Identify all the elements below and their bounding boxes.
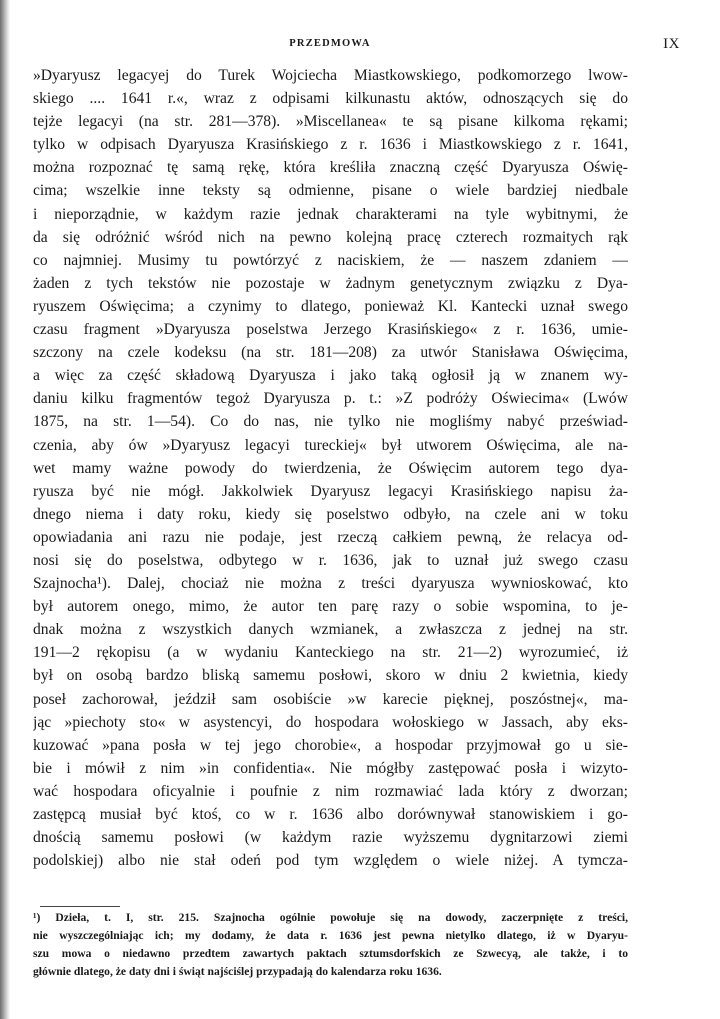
text-line: bie i mówił z nim »in confidentia«. Nie mógłby zastępować posła i wizyto- [33, 759, 628, 777]
text-line: 191—2 rękopisu (a w wydaniu Kanteckiego na str. 21—2) wyrozumieć, iż [33, 644, 628, 662]
text-line: był autorem onego, mimo, że autor ten parę razy o sobie wspomina, to je- [33, 598, 628, 616]
text-line: ryuszem Oświęcima; a czynimy to dlatego, ponieważ Kl. Kantecki uznał swego [33, 297, 628, 315]
text-line: i nieporządnie, w każdym razie jednak charakterami na tyle wybitnymi, że [33, 205, 628, 223]
text-line: tejże legacyi (na str. 281—378). »Miscellanea« te są pisane kilkoma rękami; [33, 113, 628, 131]
footnote-line: szu mowa o niedawno przedtem zawartych paktach sztumsdorfskich ze Szwecyą, ale także, i to [33, 947, 628, 960]
text-line: tylko w odpisach Dyaryusza Krasińskiego z r. 1636 i Miastkowskiego z r. 1641, [33, 136, 628, 154]
text-line: ryusza być nie mógł. Jakkolwiek Dyaryusz legacyi Krasińskiego napisu ża- [33, 482, 628, 500]
text-line: dnością samemu posłowi (w każdym razie wyższemu dygnitarzowi ziemi [33, 829, 628, 847]
footnote-rule [40, 906, 120, 907]
text-line: opowiadania ani razu nie podaje, jest rzeczą całkiem pewną, że relacya od- [33, 528, 628, 546]
text-line: skiego .... 1641 r.«, wraz z odpisami kilkunastu aktów, odnoszących się do [33, 90, 628, 108]
text-line: kuzować »pana posła w tej jego chorobie«, a hospodar przyjmował go u sie- [33, 736, 628, 754]
text-line: szczony na czele kodeksu (na str. 181—208) za utwór Stanisława Oświęcima, [33, 344, 628, 362]
text-line: da się odróżnić wśród nich na pewno kolejną pracę czterech rozmaitych rąk [33, 228, 628, 246]
text-line: poseł zachorował, jeździł sam osobiście »w karecie pięknej, poszóstnej«, ma- [33, 690, 628, 708]
footnote [33, 909, 628, 981]
text-line: 1875, na str. 1—54). Co do nas, nie tylko nie mogliśmy nabyć przeświad- [33, 413, 628, 431]
running-title: PRZEDMOWA [289, 38, 371, 49]
text-line: cima; wszelkie inne teksty są odmienne, pisane o wiele bardziej niedbale [33, 182, 628, 200]
text-line: dnego niema i daty roku, kiedy się poselstwo odbyło, na czele ani w toku [33, 505, 628, 523]
text-line: wet mamy ważne powody do twierdzenia, że Oświęcim autorem tego dya- [33, 459, 628, 477]
text-line: co najmniej. Musimy tu powtórzyć z naciskiem, że — naszem zdaniem — [33, 251, 628, 269]
text-line: »Dyaryusz legacyej do Turek Wojciecha Miastkowskiego, podkomorzego lwow- [33, 67, 628, 84]
text-line: podolskiej) albo nie stał odeń pod tym względem o wiele niżej. A tymcza- [33, 852, 628, 870]
footnote-line: ¹) Dzieła, t. I, str. 215. Szajnocha ogólnie powołuje się na dowody, zaczerpnięte z treści, [33, 911, 628, 924]
footnote-line: głównie dlatego, że daty dni i świąt najściślej przypadają do kalendarza roku 1636. [33, 965, 442, 978]
text-line: wać hospodara oficyalnie i poufnie z nim rozmawiać lada który z dworzan; [33, 782, 628, 800]
body-text [33, 64, 628, 872]
page-binding-edge [0, 0, 10, 1019]
running-head [0, 36, 720, 56]
text-line: był on osobą bardzo bliską samemu posłowi, skoro w dniu 2 kwietnia, kiedy [33, 667, 628, 685]
text-line: czenia, aby ów »Dyaryusz legacyi tureckiej« był utworem Oświęcima, ale na- [33, 436, 628, 454]
text-line: Szajnocha¹). Dalej, chociaż nie można z treści dyaryusza wywnioskować, kto [33, 575, 628, 593]
text-line: czasu fragment »Dyaryusza poselstwa Jerzego Krasińskiego« z r. 1636, umie- [33, 321, 628, 339]
text-line: nosi się do poselstwa, odbytego w r. 1636, jak to uznał już swego czasu [33, 551, 628, 569]
text-line: a więc za część składową Dyaryusza i jako taką ogłosił ją w znanem wy- [33, 367, 628, 385]
footnote-line: nie wyszczególniając ich; my dodamy, że data r. 1636 jest pewna nietylko dlatego, iż w Dyaryu- [33, 929, 628, 942]
text-line: można rozpoznać tę samą rękę, która kreśliła znaczną część Dyaryusza Oświę- [33, 159, 628, 177]
text-line: zastępcą musiał być ktoś, co w r. 1636 albo dorównywał stanowiskiem i go- [33, 806, 628, 823]
text-line: daniu kilku fragmentów tegoż Dyaryusza p. t.: »Z podróży Oświecima« (Lwów [33, 390, 628, 408]
text-line: jąc »piechoty sto« w asystencyi, do hospodara wołoskiego w Jassach, aby eks- [33, 713, 628, 731]
page-number: IX [663, 36, 680, 52]
text-line: żaden z tych tekstów nie pozostaje w żadnym genetycznym związku z Dya- [33, 274, 628, 292]
text-line: dnak można z wszystkich danych wzmianek, a zwłaszcza z jednej na str. [33, 621, 628, 639]
